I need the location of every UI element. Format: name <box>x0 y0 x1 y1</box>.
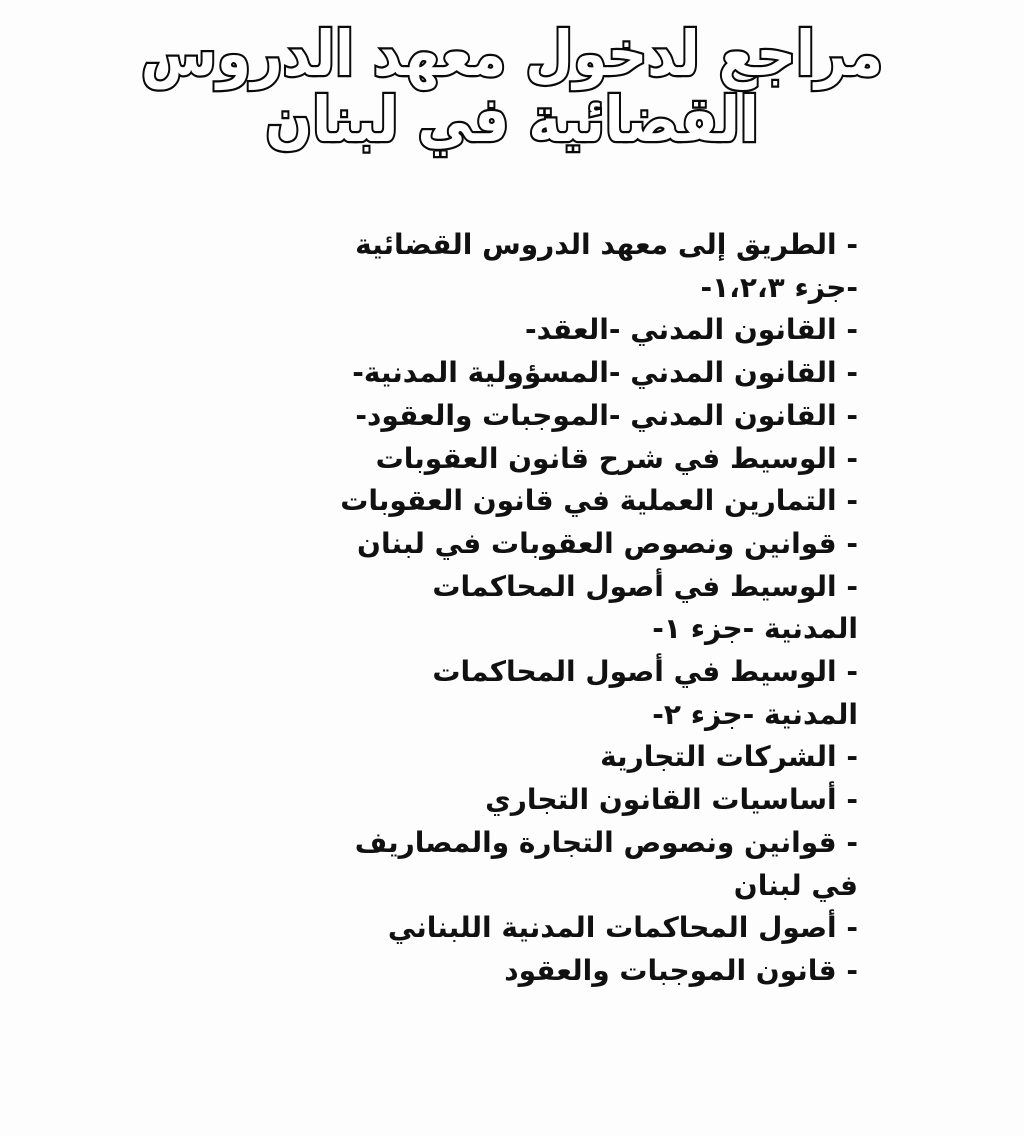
list-item: - قوانين ونصوص العقوبات في لبنان <box>357 526 858 560</box>
page-title-line-2: القضائية في لبنان <box>265 84 759 156</box>
list-item: - القانون المدني -الموجبات والعقود- <box>355 398 858 432</box>
reference-list <box>158 224 858 993</box>
list-item-continuation: في لبنان <box>733 868 858 902</box>
list-item: - قوانين ونصوص التجارة والمصاريف <box>354 825 858 859</box>
list-item: - الوسيط في شرح قانون العقوبات <box>375 441 858 475</box>
list-item: - أصول المحاكمات المدنية اللبناني <box>387 911 858 945</box>
list-item: - الشركات التجارية <box>600 740 858 774</box>
list-item: - التمارين العملية في قانون العقوبات <box>340 484 858 518</box>
page-title-line-1: مراجع لدخول معهد الدروس <box>140 18 884 90</box>
list-item: -جزء ١،٢،٣- <box>700 270 858 304</box>
list-item: - الطريق إلى معهد الدروس القضائية <box>355 228 858 261</box>
list-item-continuation: المدنية -جزء ١- <box>652 612 858 646</box>
list-item: - القانون المدني -المسؤولية المدنية- <box>352 356 858 390</box>
list-item: - القانون المدني -العقد- <box>525 313 858 347</box>
list-item-continuation: المدنية -جزء ٢- <box>652 697 858 731</box>
page-title <box>0 18 1024 156</box>
list-item: - الوسيط في أصول المحاكمات <box>432 569 858 603</box>
list-item: - الوسيط في أصول المحاكمات <box>432 655 858 689</box>
list-item: - قانون الموجبات والعقود <box>504 953 858 987</box>
list-item: - أساسيات القانون التجاري <box>485 783 858 817</box>
